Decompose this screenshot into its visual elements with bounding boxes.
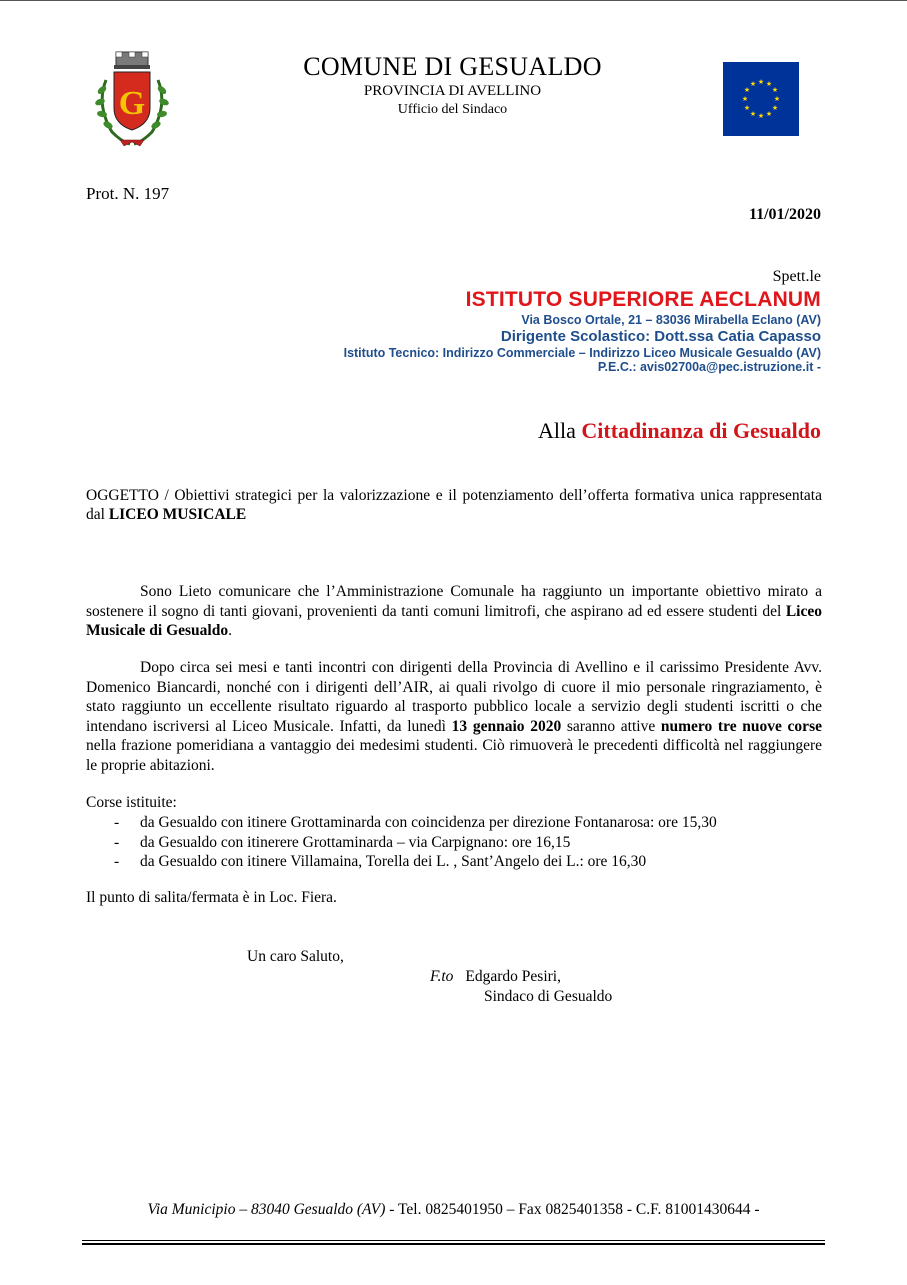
municipality-title: COMUNE DI GESUALDO <box>303 52 602 81</box>
p2-text-3: nella frazione pomeridiana a vantaggio dei medesimi studenti. Ciò rimuoverà le precedenti difficoltà nel raggiungere le proprie abitazioni. <box>86 737 822 774</box>
p2-bold-date: 13 gennaio 2020 <box>451 717 562 735</box>
second-recipient-prefix: Alla <box>538 418 576 443</box>
recipient-address: Via Bosco Ortale, 21 – 83036 Mirabella Eclano (AV) <box>521 313 821 327</box>
course-item: da Gesualdo con itinere Villamaina, Torella dei L. , Sant’Angelo dei L.: ore 16,30 <box>140 853 647 870</box>
svg-text:★: ★ <box>765 110 773 118</box>
municipal-crest-logo <box>94 50 170 148</box>
svg-text:★: ★ <box>771 86 779 94</box>
p2-text-1: Dopo circa sei mesi e tanti incontri con dirigenti della Provincia di Avellino e il carissimo Presidente Avv. Domenico Biancardi, nonché con i dirigenti dell’AIR, ai quali rivolgo di cuore il mio personale ringraziamento, è stato raggiunto un eccellente risultato riguardo al trasporto pubblico locale a servizio degli studenti iscritti o che intendano iscriversi al Liceo Musicale. Infatti, da lunedì <box>86 659 822 735</box>
province-label: PROVINCIA DI AVELLINO <box>363 83 542 99</box>
recipient-pec <box>598 360 821 374</box>
signer-name: Edgardo Pesiri, <box>465 968 561 985</box>
subject-text: OGGETTO / Obiettivi strategici per la valorizzazione e il potenziamento dell’offerta formativa unica rappresentata dal <box>86 487 822 523</box>
protocol-number: Prot. N. 197 <box>86 184 170 203</box>
footer <box>0 1201 907 1219</box>
closing-greeting: Un caro Saluto, <box>247 948 344 965</box>
footer-address: Via Municipio – 83040 Gesualdo (AV) <box>147 1201 386 1218</box>
svg-text:★: ★ <box>757 78 765 86</box>
svg-text:★: ★ <box>749 110 757 118</box>
svg-text:★: ★ <box>749 80 757 88</box>
meeting-point: Il punto di salita/fermata è in Loc. Fiera. <box>86 889 337 906</box>
svg-text:★: ★ <box>741 95 749 103</box>
p2-text-2: saranno attive <box>561 717 661 735</box>
p1-end: . <box>228 622 232 639</box>
recipient-programs: Istituto Tecnico: Indirizzo Commerciale – Indirizzo Liceo Musicale Gesualdo (AV) <box>343 346 821 360</box>
svg-text:★: ★ <box>757 112 765 120</box>
footer-rule-double <box>82 1243 825 1245</box>
letterhead <box>250 52 655 119</box>
letter-date: 11/01/2020 <box>748 206 821 223</box>
p1-bold: Liceo Musicale di Gesualdo <box>86 602 822 639</box>
svg-text:★: ★ <box>765 80 773 88</box>
body-paragraph-2 <box>86 658 822 775</box>
crest-letter: G <box>118 85 146 122</box>
office-label: Ufficio del Sindaco <box>397 102 508 117</box>
list-item: - da Gesualdo con itinere Grottaminarda con coincidenza per direzione Fontanarosa: ore 15,30 <box>114 814 717 831</box>
second-recipient <box>538 418 821 444</box>
subject-line <box>86 486 822 524</box>
svg-text:★: ★ <box>773 95 781 103</box>
eu-flag-logo <box>723 62 799 136</box>
recipient-salutation: Spett.le <box>772 268 821 285</box>
recipient-name: ISTITUTO SUPERIORE AECLANUM <box>465 288 821 311</box>
courses-title: Corse istituite: <box>86 794 177 811</box>
course-item: da Gesualdo con itinerere Grottaminarda – via Carpignano: ore 16,15 <box>140 833 571 851</box>
footer-contacts: - Tel. 0825401950 – Fax 0825401358 - C.F. 81001430644 - <box>385 1201 760 1218</box>
svg-text:★: ★ <box>743 86 751 94</box>
pec-email: avis02700a@pec.istruzione.it - <box>639 360 821 374</box>
courses-list <box>86 813 822 872</box>
svg-text:★: ★ <box>743 104 751 112</box>
p2-bold-courses: numero tre nuove corse <box>660 717 822 735</box>
svg-text:★: ★ <box>771 104 779 112</box>
recipient-director: Dirigente Scolastico: Dott.ssa Catia Capasso <box>500 328 821 345</box>
pec-label: P.E.C.: <box>597 360 637 374</box>
top-rule <box>0 0 907 1</box>
footer-rule <box>82 1240 825 1241</box>
p1-text: Sono Lieto comunicare che l’Amministrazione Comunale ha raggiunto un importante obiettivo mirato a sostenere il sogno di tanti giovani, provenienti da tanti comuni limitrofi, che aspirano ad ed essere studenti del <box>86 583 822 620</box>
fto-label: F.to <box>430 968 454 985</box>
signer-role: Sindaco di Gesualdo <box>484 988 613 1005</box>
second-recipient-name: Cittadinanza di Gesualdo <box>581 418 821 443</box>
list-item: - da Gesualdo con itinere Villamaina, Torella dei L. , Sant’Angelo dei L.: ore 16,30 <box>114 853 647 870</box>
course-item: da Gesualdo con itinere Grottaminarda con coincidenza per direzione Fontanarosa: ore 15,30 <box>140 814 717 831</box>
body-paragraph-1 <box>86 582 822 641</box>
list-item: - da Gesualdo con itinerere Grottaminarda – via Carpignano: ore 16,15 <box>114 833 571 851</box>
subject-bold: LICEO MUSICALE <box>108 506 247 523</box>
signature-line <box>430 968 561 986</box>
